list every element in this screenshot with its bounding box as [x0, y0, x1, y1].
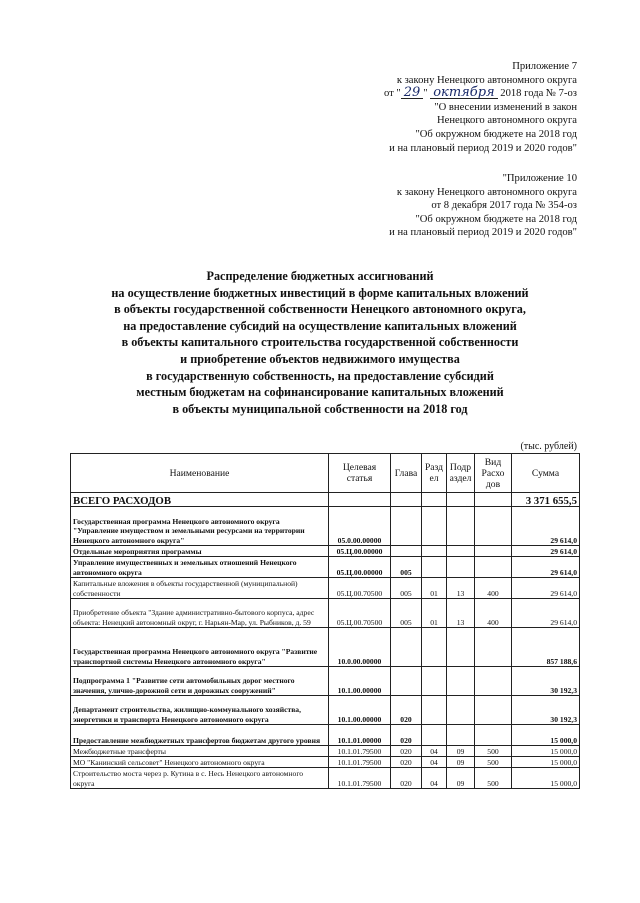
table-header-row: [71, 454, 580, 493]
cell-chapter: [391, 628, 422, 667]
appendix-7-line7: и на плановый период 2019 и 2020 годов": [389, 142, 577, 154]
cell-sum: 15 000,0: [512, 746, 580, 757]
cell-sum: 15 000,0: [512, 725, 580, 746]
cell-expense-type: [475, 546, 512, 557]
cell-chapter: [391, 546, 422, 557]
cell-chapter: [391, 493, 422, 507]
cell-target: 10.1.01.79500: [329, 768, 391, 789]
header-subsection: Подр аздел: [447, 454, 475, 493]
cell-name: Управление имущественных и земельных отношений Ненецкого автономного округа: [71, 557, 329, 578]
cell-expense-type: 500: [475, 757, 512, 768]
title-line: в государственную собственность, на предоставление субсидий: [146, 368, 494, 383]
cell-target: 10.1.01.79500: [329, 746, 391, 757]
cell-expense-type: 400: [475, 599, 512, 628]
cell-name: Строительство моста через р. Кутина в с. Несь Ненецкого автономного округа: [71, 768, 329, 789]
cell-section: 04: [422, 746, 447, 757]
cell-name: Приобретение объекта "Здание административно-бытового корпуса, адрес объекта: Ненецкий автономный округ, г. Нарьян-Мар, ул. Рыбников, д. 59: [71, 599, 329, 628]
cell-expense-type: 400: [475, 578, 512, 599]
cell-chapter: 005: [391, 557, 422, 578]
cell-chapter: 020: [391, 696, 422, 725]
header-expense-type: Вид Расхо дов: [475, 454, 512, 493]
cell-sum: 29 614,0: [512, 507, 580, 546]
header-sum: Сумма: [512, 454, 580, 493]
cell-chapter: [391, 507, 422, 546]
cell-subsection: [447, 696, 475, 725]
cell-sum: 30 192,3: [512, 667, 580, 696]
cell-target: 05.Ц.00.70500: [329, 599, 391, 628]
cell-name: Департамент строительства, жилищно-коммунального хозяйства, энергетики и транспорта Ненецкого автономного округа: [71, 696, 329, 725]
budget-table: [70, 453, 580, 789]
appendix-7-date-line: от " 29 " октября 2018 года № 7-оз: [383, 85, 577, 101]
cell-section: [422, 628, 447, 667]
cell-expense-type: [475, 628, 512, 667]
cell-sum: 15 000,0: [512, 768, 580, 789]
header-target: Целевая статья: [329, 454, 391, 493]
cell-name: МО "Канинский сельсовет" Ненецкого автономного округа: [71, 757, 329, 768]
appendix-7-title: Приложение 7: [512, 61, 577, 72]
table-row: [71, 696, 580, 725]
cell-chapter: 020: [391, 725, 422, 746]
title-line: и приобретение объектов недвижимого имущества: [180, 351, 460, 366]
cell-subsection: 09: [447, 757, 475, 768]
appendix-10-line4: "Об окружном бюджете на 2018 год: [415, 213, 577, 225]
cell-chapter: 020: [391, 757, 422, 768]
header-name: Наименование: [71, 454, 329, 493]
cell-name: Государственная программа Ненецкого автономного округа "Управление имуществом и земельными ресурсами на территории Ненецкого автономного округа": [71, 507, 329, 546]
table-row: [71, 746, 580, 757]
cell-sum: 29 614,0: [512, 546, 580, 557]
appendix-7-line6: "Об окружном бюджете на 2018 год: [415, 128, 577, 140]
appendix-10-line5: и на плановый период 2019 и 2020 годов": [389, 227, 577, 239]
cell-target: 10.1.01.79500: [329, 757, 391, 768]
title-line: на осуществление бюджетных инвестиций в форме капитальных вложений: [111, 285, 529, 300]
cell-sum: 29 614,0: [512, 557, 580, 578]
cell-expense-type: [475, 557, 512, 578]
table-row: [71, 546, 580, 557]
cell-target: [329, 493, 391, 507]
cell-name: Подпрограмма 1 "Развитие сети автомобильных дорог местного значения, улично-дорожной сети и дорожных сооружений": [71, 667, 329, 696]
cell-sum: 29 614,0: [512, 599, 580, 628]
cell-section: 04: [422, 768, 447, 789]
cell-subsection: [447, 507, 475, 546]
cell-subsection: 13: [447, 578, 475, 599]
header-chapter: Глава: [391, 454, 422, 493]
cell-section: 04: [422, 757, 447, 768]
cell-section: 01: [422, 578, 447, 599]
cell-expense-type: [475, 667, 512, 696]
appendix-10-law-ref: к закону Ненецкого автономного округа: [396, 186, 577, 198]
table-row: [71, 578, 580, 599]
cell-target: 10.0.00.00000: [329, 628, 391, 667]
cell-expense-type: 500: [475, 746, 512, 757]
cell-target: 05.0.00.00000: [329, 507, 391, 546]
cell-section: [422, 507, 447, 546]
cell-subsection: 09: [447, 746, 475, 757]
table-row: [71, 768, 580, 789]
appendix-7-line4: "О внесении изменений в закон: [434, 101, 577, 113]
appendix-7-line5: Ненецкого автономного округа: [437, 115, 577, 127]
cell-section: [422, 667, 447, 696]
cell-subsection: [447, 667, 475, 696]
table-row: [71, 493, 580, 507]
cell-subsection: [447, 725, 475, 746]
cell-chapter: [391, 667, 422, 696]
title-line: Распределение бюджетных ассигнований: [206, 269, 434, 283]
cell-section: [422, 725, 447, 746]
cell-name: Предоставление межбюджетных трансфертов бюджетам другого уровня: [71, 725, 329, 746]
cell-expense-type: [475, 493, 512, 507]
appendix-10-date-line: от 8 декабря 2017 года № 354-оз: [431, 200, 577, 212]
cell-name: Отдельные мероприятия программы: [71, 546, 329, 557]
cell-target: 05.Ц.00.00000: [329, 546, 391, 557]
cell-chapter: 005: [391, 578, 422, 599]
appendix-7-law-ref: к закону Ненецкого автономного округа: [396, 74, 577, 86]
cell-subsection: [447, 628, 475, 667]
handwritten-day: 29: [401, 87, 424, 99]
header-section: Разд ел: [422, 454, 447, 493]
cell-subsection: [447, 493, 475, 507]
cell-chapter: 020: [391, 768, 422, 789]
cell-sum: 3 371 655,5: [512, 493, 580, 507]
cell-expense-type: [475, 507, 512, 546]
cell-chapter: 005: [391, 599, 422, 628]
table-row: [71, 628, 580, 667]
cell-expense-type: [475, 696, 512, 725]
cell-subsection: [447, 546, 475, 557]
title-line: в объекты капитального строительства государственной собственности: [121, 335, 519, 350]
cell-name: ВСЕГО РАСХОДОВ: [71, 493, 329, 507]
cell-subsection: 09: [447, 768, 475, 789]
cell-section: [422, 546, 447, 557]
appendix-7-block: [384, 60, 577, 155]
table-row: [71, 757, 580, 768]
table-row: [71, 507, 580, 546]
title-line: на предоставление субсидий на осуществление капитальных вложений: [123, 318, 517, 333]
title-line: местным бюджетам на софинансирование капитальных вложений: [136, 385, 504, 400]
document-title: [60, 268, 580, 417]
cell-name: Капитальные вложения в объекты государственной (муниципальной) собственности: [71, 578, 329, 599]
cell-target: 05.Ц.00.00000: [329, 557, 391, 578]
cell-section: [422, 696, 447, 725]
cell-subsection: 13: [447, 599, 475, 628]
cell-sum: 15 000,0: [512, 757, 580, 768]
title-line: в объекты муниципальной собственности на 2018 год: [172, 401, 468, 416]
cell-target: 10.1.00.00000: [329, 667, 391, 696]
appendix-10-block: [389, 172, 577, 240]
cell-name: Государственная программа Ненецкого автономного округа "Развитие транспортной системы Ненецкого автономного округа": [71, 628, 329, 667]
cell-section: [422, 557, 447, 578]
cell-sum: 857 188,6: [512, 628, 580, 667]
cell-target: 10.1.01.00000: [329, 725, 391, 746]
cell-sum: 29 614,0: [512, 578, 580, 599]
table-row: [71, 557, 580, 578]
handwritten-month: октября: [430, 87, 497, 99]
cell-section: 01: [422, 599, 447, 628]
cell-name: Межбюджетные трансферты: [71, 746, 329, 757]
appendix-10-title: "Приложение 10: [502, 173, 577, 184]
cell-target: 10.1.00.00000: [329, 696, 391, 725]
cell-expense-type: [475, 725, 512, 746]
cell-chapter: 020: [391, 746, 422, 757]
cell-target: 05.Ц.00.70500: [329, 578, 391, 599]
table-row: [71, 599, 580, 628]
cell-sum: 30 192,3: [512, 696, 580, 725]
cell-subsection: [447, 557, 475, 578]
table-row: [71, 667, 580, 696]
title-line: в объекты государственной собственности Ненецкого автономного округа,: [114, 302, 526, 317]
table-row: [71, 725, 580, 746]
cell-expense-type: 500: [475, 768, 512, 789]
cell-section: [422, 493, 447, 507]
units-label: (тыс. рублей): [520, 441, 577, 452]
